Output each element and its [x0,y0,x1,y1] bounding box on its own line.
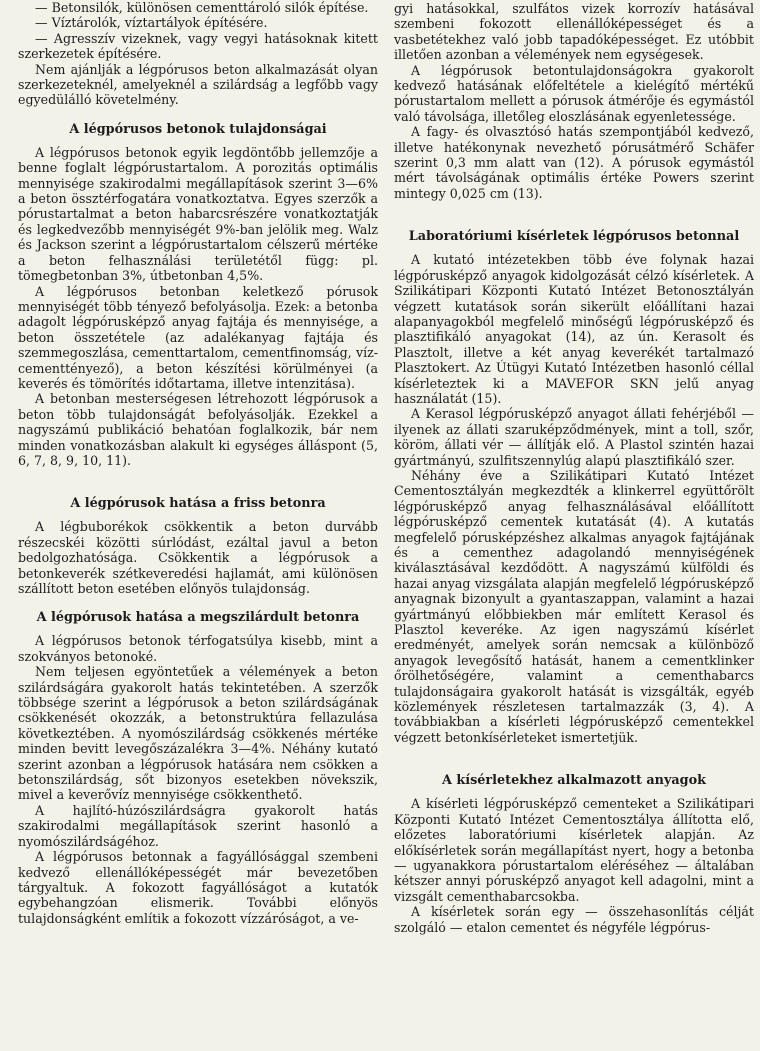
paragraph: A légpórusok betontulajdonságokra gyakorolt kedvező hatásának előfeltétele a kielégítő mértékű pórustartalom mellett a pórusok átmérője és egymástól való távolsága, illetőleg eloszlásának egyenletessége. [394,62,754,124]
paragraph: A kísérleti légpórusképző cementeket a Szilikátipari Központi Kutató Intézet Cementosztálya állította elő, előzetes laboratóriumi kísérletek alapján. Az előkísérletek során megállapítást nyert, hogy a betonba — ugyanakkora pórustartalom eléréséhez — általában kétszer annyi pórusképző anyagot kell adagolni, mint a vizsgált cementhabarcsokba. [394,796,754,904]
paragraph-continued: gyi hatásokkal, szulfátos vizek korrozív hatásával szembeni fokozott ellenállóképességet és a vasbetétekhez való jobb tapadóképességet. Ez utóbbit illetően azonban a vélemények nem egységesek. [394,1,754,63]
intro-paragraph-not-recommended: Nem ajánlják a légpórusos beton alkalmazását olyan szerkezeteknél, amelyeknél a szilárdság a legfőbb vagy egyedülálló követelmény. [18,61,378,108]
right-column [394,0,754,1051]
section-heading-properties: A légpórusos betonok tulajdonságai [69,121,327,137]
intro-item-reservoirs: — Víztárolók, víztartályok építésére. [35,15,268,31]
paragraph: Nem teljesen egyöntetűek a vélemények a beton szilárdságára gyakorolt hatás tekintetében. A szerzők többsége szerint a légpórusok a beton szilárdságának csökkenését okozzák, a betonstruktúra fellazulása következtében. A nyomószilárdság csökkenés mértéke minden bevitt levegőszázalékra 3—4%. Néhány kutató szerint azonban a légpórusok hatására nem csökken a betonszilárdság, sőt bizonyos esetekben növekszik, mivel a keverővíz mennyisége csökkenthető. [18,664,378,803]
left-column [18,0,378,1051]
paragraph: Néhány éve a Szilikátipari Kutató Intézet Cementosztályán megkezdték a klinkerrel együttőrölt légpórusképző anyag felhasználásával előállított légpórusképző cementek kutatását (4). A kutatás megfelelő pórusképzéshez alkalmas anyagok fajtájának és a cementhez adagolandó mennyiségének kiválasztásával kezdődött. A nagyszámú külföldi és hazai anyag vizsgálata alapján megfelelő légpórusképző anyagnak bizonyult a gyantaszappan, valamint a hazai gyártmányú előbbiekben már említett Kerasol és Plasztol keveréke. Az igen nagyszámú kísérlet eredményét, amelyek során nemcsak a különböző anyagok levegősítő hatását, hanem a cementklinker őrölhetőségére, valamint a cementhabarcs tulajdonságaira gyakorolt hatását is vizsgálták, egyéb közlemények részletesen tartalmazzák (3, 4). A továbbiakban a kísérleti légpórusképző cementekkel végzett betonkísérleteket ismertetjük. [394,467,754,745]
paragraph: A légpórusos betonok térfogatsúlya kisebb, mint a szokványos betonoké. [18,633,378,664]
paragraph: A légbuborékok csökkentik a beton durvább részecskéi közötti súrlódást, ezáltal javul a beton bedolgozhatósága. Csökkentik a légpórusok a betonkeverék szétkeveredési hajlamát, ami különösen szállított beton esetében előnyös tulajdonság. [18,519,378,596]
section-heading-fresh-concrete: A légpórusok hatása a friss betonra [70,496,326,512]
paragraph: A Kerasol légpórusképző anyagot állati fehérjéből — ilyenek az állati szaruképződmények, mint a toll, szőr, köröm, állati vér — állítják elő. A Plastol szintén hazai gyártmányú, szulfitszennylúg alapú plasztifikáló szer. [394,406,754,468]
section-heading-hardened-concrete: A légpórusok hatása a megszilárdult betonra [36,610,360,626]
intro-item-aggressive-water: — Agresszív vizeknek, vagy vegyi hatásoknak kitett szerkezetek építésére. [18,30,378,62]
paragraph: A légpórusos betonnak a fagyállósággal szembeni kedvező ellenállóképességét már bevezetőben tárgyaltuk. A fokozott fagyállóságot a kutatók egybehangzóan elismerik. További előnyös tulajdonságként említik a fokozott vízzáróságot, a ve- [18,849,378,926]
paragraph: A betonban mesterségesen létrehozott légpórusok a beton több tulajdonságát befolyásolják. Ezekkel a nagyszámú publikáció behatóan foglalkozik, bár nem minden vonatkozásban alakult ki egységes álláspont (5, 6, 7, 8, 9, 10, 11). [18,391,378,468]
section-heading-lab-experiments: Laboratóriumi kísérletek légpórusos betonnal [408,229,740,245]
paragraph: A kísérletek során egy — összehasonlítás célját szolgáló — etalon cementet és négyféle légpórus- [394,904,754,935]
section-heading-materials: A kísérletekhez alkalmazott anyagok [441,773,707,789]
paragraph: A kutató intézetekben több éve folynak hazai légpórusképző anyagok kidolgozását célzó kísérletek. A Szilikátipari Központi Kutató Intézet Betonosztályán végzett kutatások során sikerült előállítani hazai alapanyagokból megfelelő minőségű légpórusképző és plasztifikáló anyagokat (14), az ún. Kerasolt és Plasztolt, illetve a két anyag keverékét tartalmazó Plasztokert. Az Útügyi Kutató Intézetben hasonló céllal kísérleteztek ki a MAVEFOR SKN jelű anyag használatát (15). [394,252,754,406]
paragraph: A légpórusos betonok egyik legdöntőbb jellemzője a benne foglalt légpórustartalom. A porozitás optimális mennyisége szakirodalmi megállapítások szerint 3—6% a beton össztérfogatára vonatkoztatva. Egyes szerzők a pórustartalmat a beton habarcsrészére vonatkoztatják és legkedvezőbb mennyiségét 9%-ban jelölik meg. Walz és Jackson szerint a légpórustartalom célszerű mértéke a beton felhasználási területétől függ: pl. tömegbetonban 3%, útbetonban 4,5%. [18,144,378,284]
paragraph: A hajlító-húzószilárdságra gyakorolt hatás szakirodalmi megállapítások szerint hasonló a nyomószilárdságéhoz. [18,802,378,849]
paragraph: A fagy- és olvasztósó hatás szempontjából kedvező, illetve hatékonynak nevezhető pórusátmérő Schäfer szerint 0,3 mm alatt van (12). A pórusok egymástól mért távolságának optimális értéke Powers szerint mintegy 0,025 cm (13). [394,124,754,201]
paragraph: A légpórusos betonban keletkező pórusok mennyiségét több tényező befolyásolja. Ezek: a betonba adagolt légpórusképző anyag fajtája és mennyisége, a beton összetétele (az adalékanyag fajtája és szemmegoszlása, cementtartalom, cementfinomság, vízcementtényező), a beton készítési körülményei (a keverés és tömörítés időtartama, illetve intenzitása). [18,283,378,391]
intro-item-silos: — Betonsilók, különösen cementtároló silók építése. [35,0,369,15]
